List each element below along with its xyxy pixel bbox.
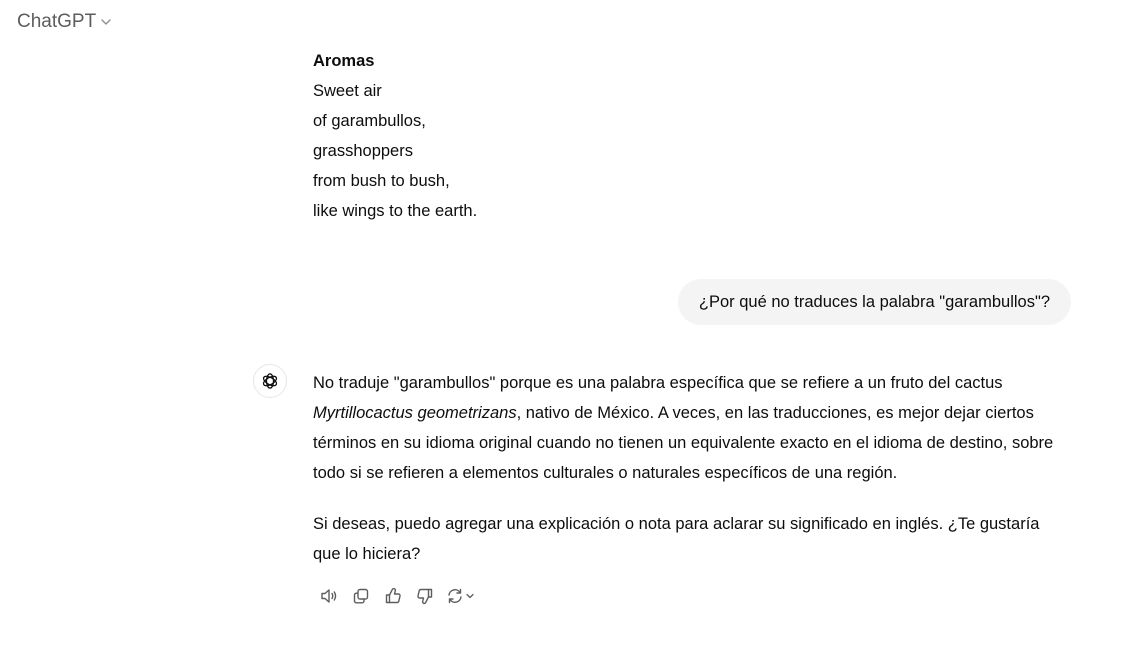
poem-message [313,46,477,226]
poem-title: Aromas [313,52,375,70]
chevron-down-icon [100,16,112,28]
response-text: , nativo de México. A veces, en las traducciones, es mejor dejar ciertos términos en su idioma original cuando no tienen un equivalente exacto en el idioma de destino, sobre todo si se refieren a elementos culturales o naturales específicos de una región. [313,404,1054,482]
poem-line: of garambullos, [313,112,426,130]
assistant-response [313,368,1063,590]
chatgpt-logo-icon [253,364,287,398]
poem-line: from bush to bush, [313,172,450,190]
speaker-icon [319,586,339,606]
message-actions [313,583,479,609]
user-message-text: ¿Por qué no traduces la palabra "garambullos"? [698,292,1050,311]
response-paragraph: Si deseas, puedo agregar una explicación o nota para aclarar su significado en inglés. ¿Te gustaría que lo hiciera? [313,515,1040,563]
poem-line: grasshoppers [313,142,413,160]
copy-button[interactable] [345,583,377,609]
thumbs-down-icon [415,586,435,606]
bad-response-button[interactable] [409,583,441,609]
model-name: ChatGPT [17,11,97,32]
poem-line: Sweet air [313,82,382,100]
scientific-name: Myrtillocactus geometrizans [313,404,517,422]
read-aloud-button[interactable] [313,583,345,609]
copy-icon [351,586,371,606]
good-response-button[interactable] [377,583,409,609]
chevron-down-icon [465,591,475,601]
thumbs-up-icon [383,586,403,606]
response-paragraph [313,368,1063,488]
user-message-bubble [678,279,1071,325]
response-text: No traduje "garambullos" porque es una palabra específica que se refiere a un fruto del cactus [313,374,1003,392]
regenerate-icon [445,586,465,606]
poem-line: like wings to the earth. [313,202,478,220]
regenerate-button[interactable] [441,583,479,609]
model-switcher[interactable] [17,8,112,36]
